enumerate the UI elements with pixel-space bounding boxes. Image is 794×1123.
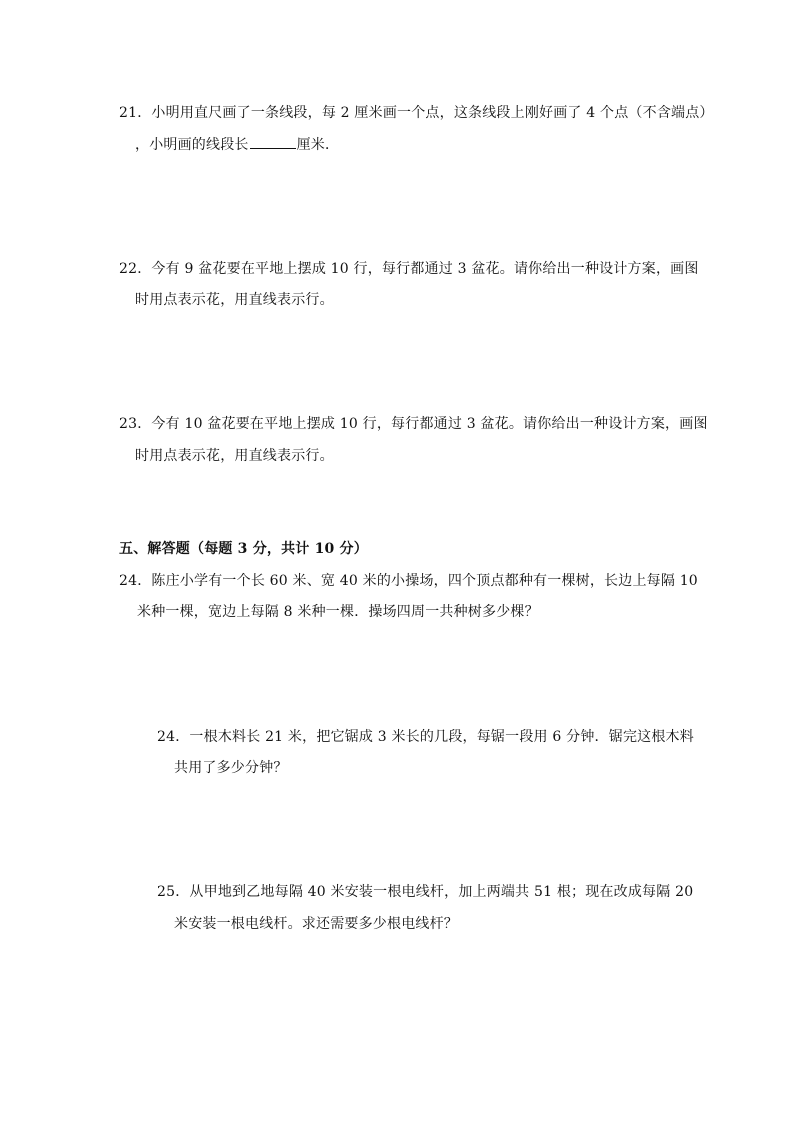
q25-line2: 米安装一根电线杆。求还需要多少根电线杆？ — [174, 916, 458, 932]
q24a-line2: 米种一棵，宽边上每隔 8 米种一棵．操场四周一共种树多少棵？ — [137, 604, 539, 620]
section-5-heading: 五、解答题（每题 3 分，共计 10 分） — [119, 541, 368, 557]
q24b-line2: 共用了多少分钟？ — [174, 760, 288, 776]
q21-line2-after: 厘米． — [296, 137, 340, 153]
q24a-line1: 24．陈庄小学有一个长 60 米、宽 40 米的小操场，四个顶点都种有一棵树，长边上每隔 10 — [119, 573, 698, 589]
q23-line1: 23．今有 10 盆花要在平地上摆成 10 行，每行都通过 3 盆花。请你给出一种设计方案，画图 — [119, 416, 708, 432]
q21-line2 — [135, 134, 339, 155]
q22-line1: 22．今有 9 盆花要在平地上摆成 10 行，每行都通过 3 盆花。请你给出一种设计方案，画图 — [119, 261, 699, 277]
q25-line1: 25．从甲地到乙地每隔 40 米安装一根电线杆，加上两端共 51 根；现在改成每隔 20 — [157, 884, 694, 900]
q21-line1: 21．小明用直尺画了一条线段，每 2 厘米画一个点，这条线段上刚好画了 4 个点（不含端点） — [119, 105, 714, 121]
q23-line2: 时用点表示花，用直线表示行。 — [135, 448, 334, 464]
q24b-line1: 24．一根木料长 21 米，把它锯成 3 米长的几段，每锯一段用 6 分钟．锯完这根木料 — [157, 729, 694, 745]
q22-line2: 时用点表示花，用直线表示行。 — [135, 292, 334, 308]
answer-blank — [250, 134, 296, 149]
q21-line2-before: ，小明画的线段长 — [135, 137, 249, 153]
